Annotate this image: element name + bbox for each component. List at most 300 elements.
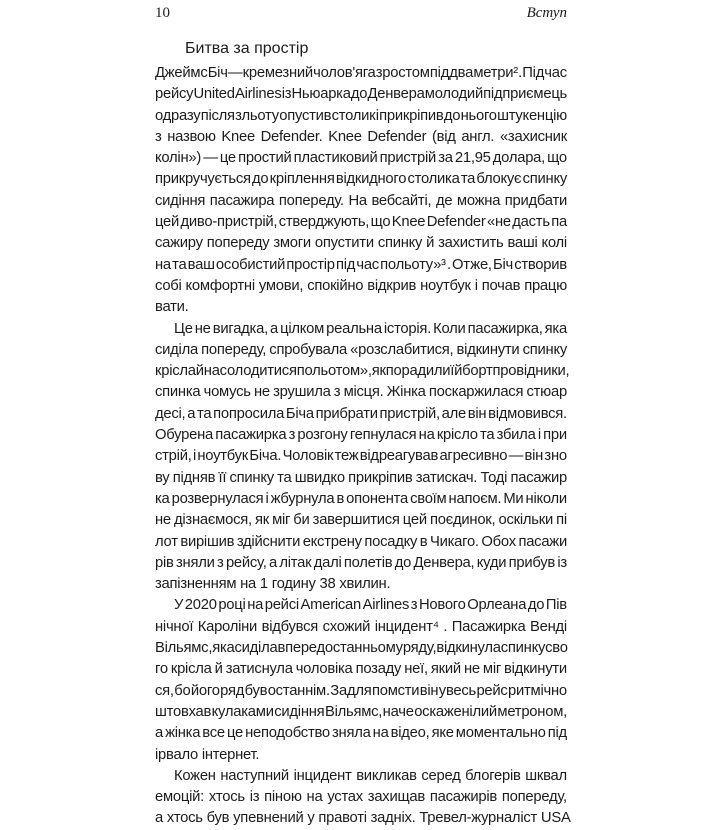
text-line	[155, 255, 567, 276]
text-line	[155, 787, 567, 808]
word: прикріпив	[348, 469, 413, 486]
word: а	[270, 320, 279, 337]
word: Defender.	[260, 128, 323, 145]
word: відреагував	[359, 448, 439, 465]
text-line	[155, 595, 567, 616]
word: в	[419, 533, 428, 550]
word: завершитися	[312, 512, 400, 529]
text-line	[155, 319, 567, 340]
word: що	[547, 150, 567, 167]
word: Це	[174, 320, 193, 337]
text-line	[155, 723, 567, 744]
word: емоцій:	[155, 789, 205, 806]
text-line	[155, 84, 567, 105]
word: блокує	[476, 171, 522, 188]
word: до	[252, 171, 269, 188]
word: попереду.	[278, 192, 344, 209]
word: Денвера	[367, 86, 425, 103]
word: піною	[264, 789, 302, 806]
word: відкинути	[456, 341, 520, 358]
word: Орлеана	[467, 597, 527, 614]
word: ся,	[155, 682, 174, 699]
word: —	[203, 150, 218, 167]
word: на	[418, 427, 435, 444]
word: і	[537, 427, 541, 444]
word: сидіння	[274, 703, 325, 720]
word: стверджують,	[278, 214, 370, 231]
word: та	[479, 427, 495, 444]
word: умови,	[258, 277, 304, 294]
word: Біч	[493, 256, 513, 273]
word: моментально	[455, 725, 546, 742]
word: екстрену	[302, 533, 362, 550]
word: ка	[155, 490, 170, 507]
word: зльоту	[235, 107, 279, 124]
word: час	[356, 256, 379, 273]
word: польотом»,	[296, 363, 372, 380]
word: Під	[522, 65, 545, 81]
word: —	[508, 448, 524, 465]
text-line	[155, 425, 567, 446]
word: Біч	[207, 65, 228, 81]
word: ніколи	[525, 490, 567, 507]
word: долара,	[492, 150, 546, 167]
word: після	[200, 107, 235, 124]
word: зняла	[331, 725, 371, 742]
word: що	[370, 214, 391, 231]
word: захищав	[367, 789, 425, 806]
text-line: а хтось був упевнений у правоті задніх. Тревел-журналіст USA	[155, 810, 571, 827]
word: кремезний	[242, 65, 313, 81]
word: а	[268, 554, 277, 571]
text-line	[155, 553, 567, 574]
paragraph	[155, 63, 567, 319]
word: який	[430, 661, 461, 678]
word: пасажирка	[215, 427, 287, 444]
word: шквал	[525, 767, 567, 784]
text-line	[155, 276, 567, 297]
word: сво	[545, 640, 568, 657]
word: відкинула	[436, 640, 501, 657]
word: Коли	[433, 320, 466, 337]
word: крісло	[436, 427, 478, 444]
word: бо	[174, 682, 191, 699]
word: її	[218, 469, 227, 486]
word: чолов'яга	[313, 65, 376, 81]
word: Жінка	[386, 384, 426, 401]
word: яке	[431, 725, 454, 742]
word: оскільки	[498, 512, 553, 529]
word: United	[193, 86, 235, 103]
word: швидко	[294, 469, 345, 486]
word: а	[155, 725, 163, 742]
word: прибрати	[315, 405, 378, 422]
word: колін»)	[155, 150, 202, 167]
word: (від	[431, 128, 456, 145]
word: поєдинок,	[429, 512, 496, 529]
word: з	[217, 554, 224, 571]
word: а	[187, 405, 196, 422]
word: попросила	[213, 405, 285, 422]
word: собі	[155, 277, 182, 294]
word: розгону	[297, 427, 348, 444]
word: «не	[486, 214, 511, 231]
word: Вільямс,	[324, 703, 383, 720]
word: спробувала	[269, 341, 348, 358]
word: сидіння	[155, 192, 206, 209]
word: передостанньому	[285, 640, 403, 657]
word: спинку	[522, 341, 567, 358]
word: захистить	[438, 235, 504, 252]
word: далі	[313, 554, 342, 571]
word: Джеймс	[155, 65, 208, 81]
word: зрушила	[273, 384, 331, 401]
word: здійснити	[236, 533, 301, 550]
word: під	[429, 65, 450, 81]
word: простий	[238, 150, 292, 167]
word: крісла	[155, 363, 196, 380]
word: комфортні	[185, 277, 255, 294]
word: дізнаємося,	[174, 512, 252, 529]
word: де	[435, 192, 453, 209]
word: пасажирів	[429, 789, 498, 806]
word: своїм	[410, 490, 447, 507]
paragraph	[155, 319, 570, 596]
word: сажиру	[155, 235, 203, 252]
word: ноутбук	[420, 277, 471, 294]
word: дасть	[512, 214, 550, 231]
word: з	[333, 384, 341, 401]
word: го	[155, 661, 168, 678]
word: кулаками	[211, 703, 274, 720]
word: і	[474, 277, 478, 294]
word: насолодитися	[203, 363, 297, 380]
word: під	[547, 725, 567, 742]
word: .	[446, 256, 451, 273]
word: метроном,	[497, 703, 567, 720]
word: жінка	[165, 725, 201, 742]
word: цей	[402, 512, 427, 529]
word: та	[196, 405, 212, 422]
text-line	[155, 63, 567, 84]
text-line	[155, 510, 567, 531]
word: штовхав	[155, 703, 212, 720]
paragraph	[155, 766, 571, 830]
word: стрій,	[155, 448, 192, 465]
text-line	[155, 617, 567, 638]
word: як	[254, 512, 269, 529]
word: до	[394, 554, 412, 571]
word: створив	[514, 256, 567, 273]
word: ваші	[507, 235, 538, 252]
word: з	[410, 597, 418, 614]
word: реальна	[326, 320, 382, 337]
word: «розслабитися,	[350, 341, 454, 358]
word: змоги	[273, 235, 311, 252]
word: колі	[541, 235, 567, 252]
text-line	[155, 382, 567, 403]
word: схожий	[322, 618, 371, 635]
word: 21,95	[454, 150, 491, 167]
word: столик	[331, 107, 376, 124]
word: відбувся	[261, 618, 319, 635]
word: пластиковий	[293, 150, 378, 167]
word: десі,	[155, 405, 186, 422]
section-title: Битва за простір	[185, 40, 309, 57]
word: увесь	[438, 682, 476, 699]
word: Кароліни	[197, 618, 258, 635]
word: з	[288, 427, 296, 444]
word: пристрій	[379, 150, 437, 167]
word: рейс	[476, 682, 508, 699]
word: опонента	[346, 490, 409, 507]
word: Денвера,	[413, 554, 475, 571]
word: та	[277, 469, 292, 486]
word: .	[443, 618, 448, 635]
word: відмовився.	[488, 405, 567, 422]
word: польоту»³	[380, 256, 446, 273]
word: яка	[544, 320, 567, 337]
word: па	[551, 214, 567, 231]
word: простір	[286, 256, 335, 273]
word: крісла	[170, 661, 212, 678]
word: Ньюарка	[291, 86, 351, 103]
word: Тоді	[480, 469, 508, 486]
text-line: запізненням на 1 годину 38 хвилин.	[155, 576, 391, 593]
word: сиділа	[155, 341, 198, 358]
word: гепнулася	[349, 427, 417, 444]
text-line	[155, 489, 567, 510]
word: із	[557, 554, 567, 571]
word: ряд	[220, 682, 245, 699]
word: час	[544, 65, 567, 81]
word: не	[155, 512, 171, 529]
word: спинку	[522, 171, 567, 188]
word: рейсі	[264, 597, 299, 614]
word: теж	[334, 448, 359, 465]
word: хтось	[208, 789, 245, 806]
word: жбурнула	[270, 490, 335, 507]
word: пасажира	[209, 192, 275, 209]
word: із	[281, 86, 292, 103]
word: устах	[327, 789, 363, 806]
word: не	[194, 320, 211, 337]
word: до	[350, 86, 368, 103]
word: зростом	[375, 65, 430, 81]
word: на	[247, 597, 264, 614]
word: і	[265, 490, 269, 507]
word: спинку	[229, 469, 274, 486]
word: чоловіка	[295, 661, 353, 678]
word: пі	[556, 512, 567, 529]
word: до	[527, 597, 545, 614]
word: поскаржилася	[428, 384, 524, 401]
word: розвернулася	[171, 490, 264, 507]
word: при	[543, 427, 567, 444]
word: англ.	[461, 128, 495, 145]
word: би	[293, 512, 310, 529]
word: Обурена	[155, 427, 214, 444]
text-line	[155, 446, 567, 467]
word: під	[335, 256, 356, 273]
word: й	[426, 235, 435, 252]
body-text	[155, 63, 571, 830]
paragraph	[155, 595, 567, 765]
word: Чоловік	[282, 448, 334, 465]
word: Defender	[426, 214, 486, 231]
word: зняли	[176, 554, 215, 571]
word: підняв	[172, 469, 216, 486]
word: затискач.	[415, 469, 478, 486]
word: прикручується	[155, 171, 251, 188]
word: оскаженілий	[414, 703, 497, 720]
word: рейсу	[155, 86, 194, 103]
word: кріплення	[269, 171, 335, 188]
word: На	[348, 192, 367, 209]
word: столика	[407, 171, 460, 188]
word: молодий	[424, 86, 483, 103]
word: ряду,	[402, 640, 437, 657]
word: і	[192, 448, 196, 465]
text-line	[155, 681, 567, 702]
word: Airlines	[362, 597, 410, 614]
word: пасажи	[518, 533, 567, 550]
word: він	[524, 448, 544, 465]
word: інцидент	[293, 767, 352, 784]
word: бортпровідники,	[462, 363, 570, 380]
word: блогерів	[465, 767, 521, 784]
word: й	[214, 661, 223, 678]
word: посадку	[364, 533, 418, 550]
word: рейсу,	[225, 554, 267, 571]
word: рів	[155, 554, 174, 571]
word: «захисник	[499, 128, 567, 145]
text-line	[155, 766, 567, 787]
word: викликав	[356, 767, 417, 784]
word: на	[306, 789, 323, 806]
word: його	[190, 682, 220, 699]
word: пристрій,	[379, 405, 440, 422]
text-line	[155, 404, 567, 425]
word: затиснула	[225, 661, 293, 678]
word: не	[253, 384, 270, 401]
word: прикріпив	[379, 107, 444, 124]
text-line	[155, 233, 567, 254]
word: цей	[155, 214, 180, 231]
word: наступний	[220, 767, 289, 784]
word: наче	[382, 703, 414, 720]
word: неї,	[404, 661, 428, 678]
word: ритмічно	[508, 682, 567, 699]
word: опустити	[314, 235, 374, 252]
word: історія.	[383, 320, 432, 337]
word: нічної	[155, 618, 194, 635]
word: та	[172, 256, 187, 273]
word: міг	[482, 661, 501, 678]
word: Венді	[529, 618, 567, 635]
word: Біча	[285, 405, 314, 422]
word: яка	[212, 640, 235, 657]
word: помсти	[371, 682, 420, 699]
word: Вільямс,	[155, 640, 213, 657]
text-line	[155, 169, 567, 190]
text-line	[155, 532, 567, 553]
word: Пів	[545, 597, 567, 614]
word: Чикаго.	[429, 533, 479, 550]
word: це	[219, 150, 236, 167]
word: це	[226, 725, 243, 742]
word: позаду	[355, 661, 402, 678]
word: відкидного	[335, 171, 407, 188]
text-line	[155, 191, 567, 212]
word: Knee	[391, 214, 426, 231]
word: вигадка,	[212, 320, 268, 337]
page-number: 10	[155, 5, 170, 21]
word: штукенцію	[497, 107, 567, 124]
text-line	[155, 148, 567, 169]
word: як	[371, 363, 386, 380]
word: сиділа	[234, 640, 278, 657]
word: куди	[476, 554, 507, 571]
word: напоєм.	[448, 490, 502, 507]
text-line	[155, 638, 567, 659]
text-line	[155, 212, 567, 233]
word: все	[202, 725, 225, 742]
word: Задля	[330, 682, 372, 699]
word: з	[155, 128, 162, 145]
word: в	[336, 490, 345, 507]
word: пасажирка,	[467, 320, 543, 337]
text-line	[155, 702, 567, 723]
word: Отже,	[452, 256, 492, 273]
word: на	[372, 725, 389, 742]
word: агресивно	[439, 448, 508, 465]
word: можна	[456, 192, 501, 209]
word: із	[249, 789, 260, 806]
word: метри²	[473, 65, 518, 81]
word: спинка	[155, 384, 201, 401]
text-line	[155, 340, 567, 361]
word: він	[467, 405, 487, 422]
word: спинку	[500, 640, 546, 657]
word: зно	[544, 448, 567, 465]
word: два	[449, 65, 474, 81]
word: вебсайті,	[371, 192, 432, 209]
word: серед	[421, 767, 461, 784]
word: попереду,	[201, 341, 267, 358]
word: ваш	[187, 256, 215, 273]
word: стюар	[526, 384, 567, 401]
word: цілком	[280, 320, 325, 337]
word: літак	[279, 554, 312, 571]
word: пасажир	[510, 469, 567, 486]
word: придбати	[504, 192, 567, 209]
word: попереду,	[501, 789, 567, 806]
word: та	[460, 171, 476, 188]
word: неподобство	[245, 725, 330, 742]
word: вирішив	[180, 533, 235, 550]
word: одразу	[155, 107, 201, 124]
word: Knee	[328, 128, 362, 145]
word: працю	[524, 277, 567, 294]
word: особистий	[215, 256, 286, 273]
text-line	[155, 468, 567, 489]
word: Ми	[503, 490, 524, 507]
text-line: вати.	[155, 299, 189, 316]
word: Обох	[481, 533, 516, 550]
word: відкинути	[504, 661, 567, 678]
word: прибув	[508, 554, 556, 571]
